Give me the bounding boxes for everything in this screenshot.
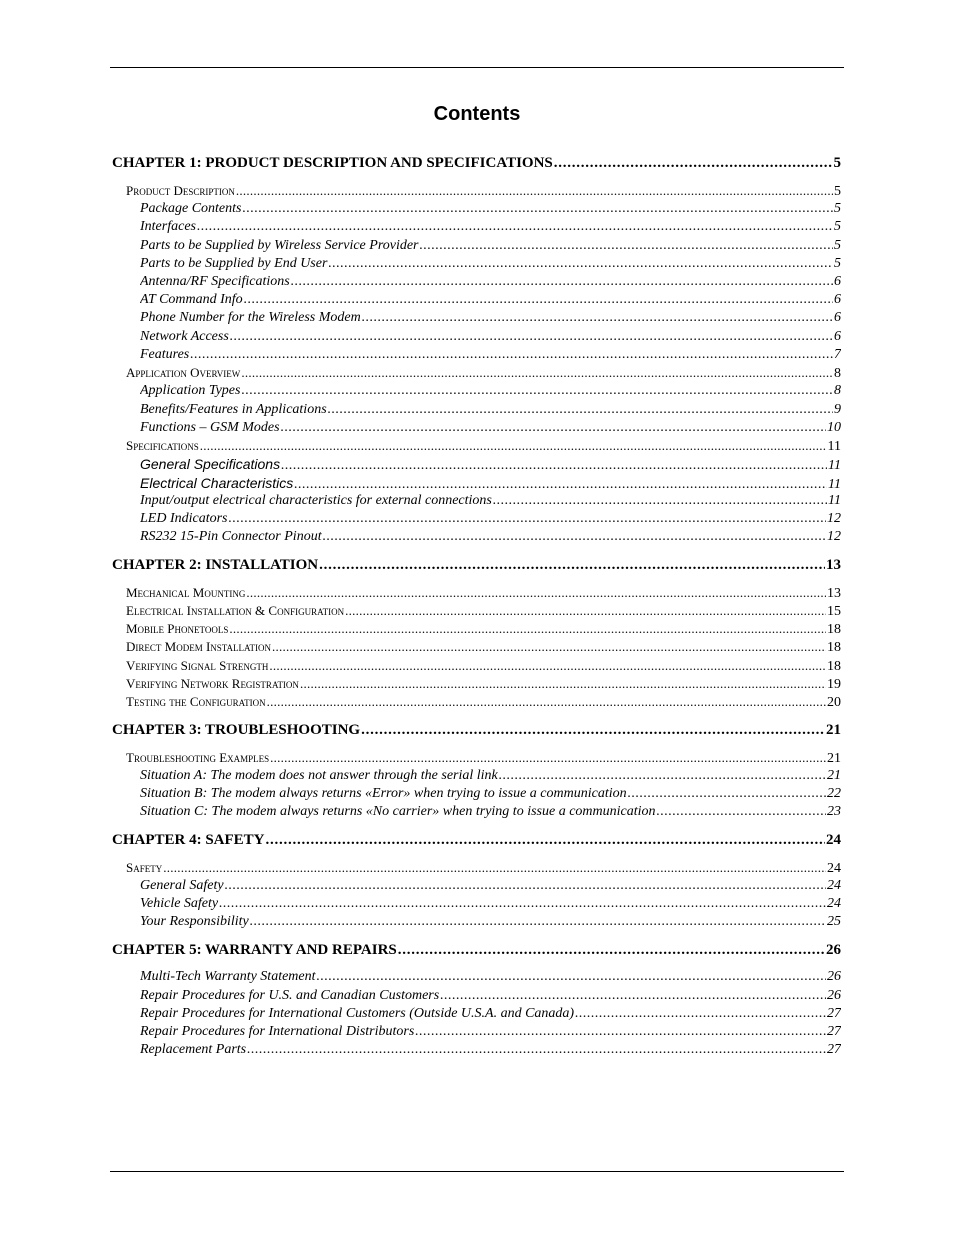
toc-entry-sub[interactable] <box>140 237 841 255</box>
toc-entry-label: Multi-Tech Warranty Statement <box>140 969 316 984</box>
toc-entry-label: Specifications <box>126 438 199 453</box>
toc-dot-leader <box>247 1041 826 1059</box>
toc-entry-sub[interactable] <box>140 510 841 528</box>
toc-dot-leader <box>415 1023 826 1041</box>
toc-dot-leader <box>554 154 833 172</box>
toc-entry-label: Benefits/Features in Applications <box>140 402 327 417</box>
toc-dot-leader <box>328 255 833 273</box>
toc-entry-sub-sans[interactable] <box>140 455 841 473</box>
toc-entry-section[interactable] <box>126 620 841 638</box>
toc-entry-chapter[interactable] <box>112 556 841 574</box>
toc-dot-leader <box>242 200 833 218</box>
toc-entry-label: Direct Modem Installation <box>126 639 272 654</box>
toc-entry-page-number: 11 <box>828 477 841 492</box>
toc-entry-sub[interactable] <box>140 1023 841 1041</box>
toc-entry-section[interactable] <box>126 859 841 877</box>
toc-entry-chapter[interactable] <box>112 831 841 849</box>
toc-entry-label: Input/output electrical characteristics for external connections <box>140 493 492 508</box>
toc-dot-leader <box>269 657 826 675</box>
toc-entry-sub[interactable] <box>140 528 841 546</box>
toc-entry-label: Phone Number for the Wireless Modem <box>140 310 361 325</box>
toc-entry-page-number: 7 <box>834 347 841 362</box>
toc-entry-page-number: 5 <box>834 219 841 234</box>
toc-entry-page-number: 12 <box>827 511 841 526</box>
toc-dot-leader <box>163 859 826 877</box>
toc-entry-label: Antenna/RF Specifications <box>140 274 290 289</box>
toc-dot-leader <box>493 492 827 510</box>
toc-entry-page-number: 21 <box>827 751 841 766</box>
toc-entry-page-number: 27 <box>827 1024 841 1039</box>
toc-entry-label: Repair Procedures for International Customers (Outside U.S.A. and Canada) <box>140 1006 575 1021</box>
toc-entry-label: CHAPTER 4: SAFETY <box>112 832 265 848</box>
toc-entry-page-number: 26 <box>827 969 841 984</box>
toc-entry-page-number: 24 <box>827 878 841 893</box>
toc-entry-sub[interactable] <box>140 767 841 785</box>
toc-entry-label: Network Access <box>140 329 229 344</box>
toc-entry-page-number: 5 <box>834 238 841 253</box>
toc-dot-leader <box>267 693 826 711</box>
toc-dot-leader <box>244 291 833 309</box>
toc-entry-label: Verifying Signal Strength <box>126 658 269 673</box>
toc-dot-leader <box>657 803 826 821</box>
toc-entry-sub[interactable] <box>140 492 841 510</box>
toc-entry-label: Replacement Parts <box>140 1042 247 1057</box>
toc-entry-label: Your Responsibility <box>140 914 249 929</box>
toc-entry-page-number: 13 <box>826 557 841 573</box>
toc-entry-page-number: 26 <box>827 988 841 1003</box>
toc-entry-sub[interactable] <box>140 200 841 218</box>
toc-dot-leader <box>241 382 833 400</box>
toc-entry-label: Electrical Characteristics <box>140 475 294 491</box>
toc-dot-leader <box>291 273 833 291</box>
toc-entry-section[interactable] <box>126 584 841 602</box>
toc-entry-page-number: 18 <box>827 622 841 637</box>
toc-entry-page-number: 12 <box>827 529 841 544</box>
toc-entry-page-number: 27 <box>827 1006 841 1021</box>
toc-entry-page-number: 24 <box>827 861 841 876</box>
toc-entry-sub[interactable] <box>140 346 841 364</box>
toc-entry-sub[interactable] <box>140 382 841 400</box>
toc-entry-label: Situation A: The modem does not answer through the serial link <box>140 768 498 783</box>
toc-entry-label: Repair Procedures for U.S. and Canadian Customers <box>140 988 440 1003</box>
page-title: Contents <box>433 103 521 125</box>
toc-dot-leader <box>266 831 825 849</box>
toc-entry-page-number: 22 <box>827 786 841 801</box>
toc-dot-leader <box>328 401 833 419</box>
toc-entry-page-number: 21 <box>827 768 841 783</box>
toc-dot-leader <box>345 602 826 620</box>
toc-entry-label: Features <box>140 347 190 362</box>
toc-entry-label: Application Types <box>140 383 241 398</box>
toc-entry-page-number: 6 <box>834 292 841 307</box>
toc-dot-leader <box>317 968 826 986</box>
toc-entry-page-number: 24 <box>827 896 841 911</box>
toc-entry-page-number: 11 <box>828 493 841 508</box>
toc-entry-section[interactable] <box>126 602 841 620</box>
toc-entry-sub[interactable] <box>140 1041 841 1059</box>
toc-entry-page-number: 15 <box>827 604 841 619</box>
toc-entry-section[interactable] <box>126 693 841 711</box>
toc-entry-chapter[interactable] <box>112 941 841 959</box>
toc-entry-section[interactable] <box>126 638 841 656</box>
toc-entry-page-number: 6 <box>834 274 841 289</box>
toc-entry-label: CHAPTER 5: WARRANTY AND REPAIRS <box>112 942 397 958</box>
toc-entry-page-number: 6 <box>834 310 841 325</box>
toc-entry-sub-sans[interactable] <box>140 474 841 492</box>
toc-dot-leader <box>250 913 826 931</box>
toc-entry-label: Electrical Installation & Configuration <box>126 603 345 618</box>
toc-entry-section[interactable] <box>126 182 841 200</box>
toc-entry-page-number: 8 <box>834 366 841 381</box>
toc-dot-leader <box>225 877 826 895</box>
toc-entry-sub[interactable] <box>140 291 841 309</box>
toc-dot-leader <box>241 364 833 382</box>
toc-entry-label: Troubleshooting Examples <box>126 750 270 765</box>
toc-entry-sub[interactable] <box>140 987 841 1005</box>
toc-entry-page-number: 13 <box>827 586 841 601</box>
toc-entry-label: Mechanical Mounting <box>126 585 246 600</box>
toc-dot-leader <box>246 584 826 602</box>
toc-entry-label: Verifying Network Registration <box>126 676 299 691</box>
toc-entry-label: Situation C: The modem always returns «No carrier» when trying to issue a communication <box>140 804 656 819</box>
toc-entry-page-number: 9 <box>834 402 841 417</box>
toc-entry-label: Testing the Configuration <box>126 694 266 709</box>
toc-entry-page-number: 18 <box>827 640 841 655</box>
toc-dot-leader <box>575 1005 826 1023</box>
toc-dot-leader <box>229 510 827 528</box>
toc-entry-sub[interactable] <box>140 273 841 291</box>
toc-entry-page-number: 8 <box>834 383 841 398</box>
toc-entry-chapter[interactable] <box>112 721 841 739</box>
toc-entry-sub[interactable] <box>140 785 841 803</box>
toc-dot-leader <box>197 218 833 236</box>
toc-entry-label: Repair Procedures for International Distributors <box>140 1024 415 1039</box>
toc-dot-leader <box>319 556 825 574</box>
toc-dot-leader <box>499 767 826 785</box>
toc-dot-leader <box>230 328 833 346</box>
toc-dot-leader <box>281 457 827 473</box>
toc-dot-leader <box>236 182 833 200</box>
toc-entry-page-number: 18 <box>827 659 841 674</box>
toc-entry-section[interactable] <box>126 657 841 675</box>
toc-entry-label: Situation B: The modem always returns «Error» when trying to issue a communication <box>140 786 627 801</box>
toc-dot-leader <box>323 528 826 546</box>
toc-entry-sub[interactable] <box>140 255 841 273</box>
toc-entry-sub[interactable] <box>140 803 841 821</box>
toc-dot-leader <box>294 476 827 492</box>
toc-entry-chapter[interactable] <box>112 154 841 172</box>
toc-entry-label: CHAPTER 3: TROUBLESHOOTING <box>112 722 361 738</box>
footer-rule <box>110 1171 844 1172</box>
toc-dot-leader <box>362 309 833 327</box>
toc-entry-label: Application Overview <box>126 365 241 380</box>
toc-dot-leader <box>200 437 827 455</box>
toc-entry-page-number: 24 <box>826 832 841 848</box>
toc-entry-page-number: 11 <box>828 458 841 473</box>
toc-entry-page-number: 5 <box>834 256 841 271</box>
toc-dot-leader <box>361 721 825 739</box>
toc-dot-leader <box>300 675 826 693</box>
toc-entry-label: Mobile Phonetools <box>126 621 229 636</box>
toc-entry-page-number: 5 <box>834 201 841 216</box>
toc-entry-label: LED Indicators <box>140 511 228 526</box>
toc-dot-leader <box>420 237 833 255</box>
toc-entry-label: General Specifications <box>140 456 281 472</box>
toc-entry-sub[interactable] <box>140 218 841 236</box>
toc-entry-page-number: 10 <box>827 420 841 435</box>
toc-entry-page-number: 23 <box>827 804 841 819</box>
toc-entry-page-number: 21 <box>826 722 841 738</box>
toc-entry-sub[interactable] <box>140 309 841 327</box>
toc-entry-page-number: 26 <box>826 942 841 958</box>
toc-entry-page-number: 19 <box>827 677 841 692</box>
toc-entry-label: CHAPTER 1: PRODUCT DESCRIPTION AND SPECIFICATIONS <box>112 155 553 171</box>
toc-entry-sub[interactable] <box>140 419 841 437</box>
toc-entry-section[interactable] <box>126 364 841 382</box>
toc-entry-sub[interactable] <box>140 913 841 931</box>
toc-entry-label: Vehicle Safety <box>140 896 219 911</box>
toc-dot-leader <box>440 987 826 1005</box>
toc-entry-label: Package Contents <box>140 201 242 216</box>
toc-entry-label: Functions – GSM Modes <box>140 420 280 435</box>
toc-entry-page-number: 6 <box>834 329 841 344</box>
toc-entry-page-number: 5 <box>833 155 841 171</box>
toc-entry-label: AT Command Info <box>140 292 243 307</box>
toc-dot-leader <box>190 346 833 364</box>
toc-dot-leader <box>270 749 826 767</box>
toc-dot-leader <box>281 419 826 437</box>
toc-dot-leader <box>272 638 826 656</box>
toc-entry-label: RS232 15-Pin Connector Pinout <box>140 529 322 544</box>
toc-entry-label: Parts to be Supplied by End User <box>140 256 328 271</box>
toc-entry-section[interactable] <box>126 675 841 693</box>
toc-entry-label: General Safety <box>140 878 224 893</box>
header-rule <box>110 67 844 68</box>
toc-entry-sub[interactable] <box>140 877 841 895</box>
toc-dot-leader <box>628 785 826 803</box>
toc-entry-page-number: 25 <box>827 914 841 929</box>
toc-entry-page-number: 27 <box>827 1042 841 1057</box>
toc-dot-leader <box>229 620 826 638</box>
toc-entry-section[interactable] <box>126 749 841 767</box>
toc-dot-leader <box>398 941 825 959</box>
toc-entry-sub[interactable] <box>140 895 841 913</box>
toc-entry-page-number: 5 <box>834 184 841 199</box>
toc-entry-label: Interfaces <box>140 219 196 234</box>
toc-entry-label: Product Description <box>126 183 235 198</box>
toc-entry-label: CHAPTER 2: INSTALLATION <box>112 557 319 573</box>
toc-entry-page-number: 20 <box>827 695 841 710</box>
toc-entry-sub[interactable] <box>140 968 841 986</box>
toc-entry-sub[interactable] <box>140 1005 841 1023</box>
toc-entry-label: Safety <box>126 860 163 875</box>
toc-dot-leader <box>219 895 826 913</box>
toc-entry-page-number: 11 <box>827 439 841 454</box>
toc-entry-section[interactable] <box>126 437 841 455</box>
toc-entry-label: Parts to be Supplied by Wireless Service Provider <box>140 238 419 253</box>
toc-entry-sub[interactable] <box>140 328 841 346</box>
toc-entry-sub[interactable] <box>140 401 841 419</box>
